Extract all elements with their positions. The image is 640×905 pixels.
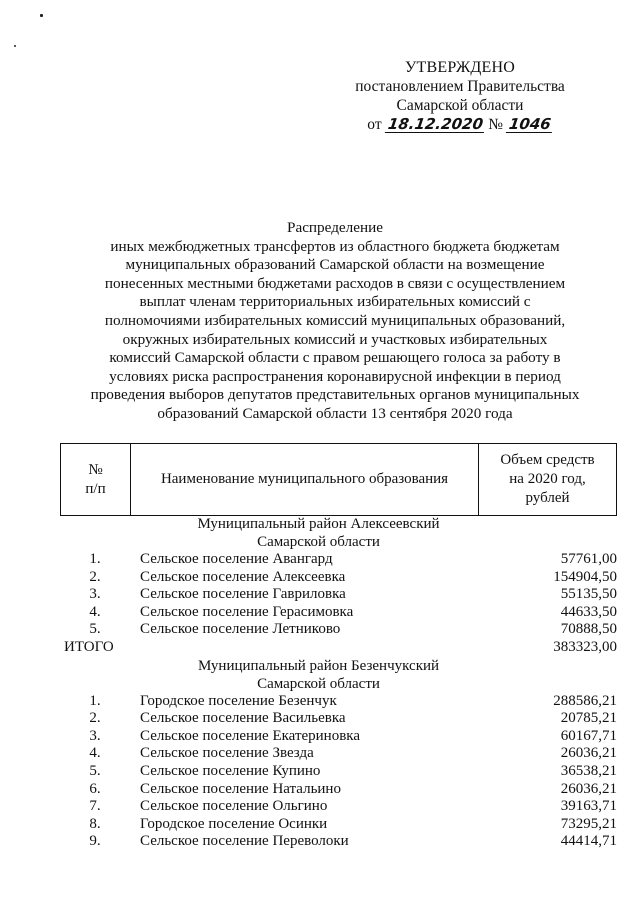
approval-block — [350, 58, 570, 134]
row-name: Городское поселение Безенчук — [140, 692, 337, 709]
table-row — [60, 621, 617, 639]
title-line: образований Самарской области 13 сентября 2020 года — [157, 404, 513, 422]
row-amount: 44633,50 — [560, 603, 617, 620]
table-row — [60, 710, 617, 728]
row-number: 5. — [89, 621, 101, 638]
row-number: 2. — [89, 568, 101, 585]
title-line: муниципальных образований Самарской области на возмещение — [125, 256, 545, 274]
total-label: ИТОГО — [64, 638, 114, 655]
document-title — [60, 219, 610, 424]
row-number: 3. — [89, 727, 101, 744]
row-number: 3. — [89, 586, 101, 603]
row-amount: 39163,71 — [560, 798, 617, 815]
approval-line-2: Самарской области — [396, 97, 524, 114]
total-row — [60, 639, 617, 657]
table-row — [60, 551, 617, 569]
total-amount: 383323,00 — [553, 638, 617, 655]
header-name: Наименование муниципального образования — [160, 471, 449, 487]
section-title-line1: Муниципальный район Безенчукский — [197, 657, 440, 674]
row-name: Сельское поселение Переволоки — [140, 833, 349, 850]
table-row — [60, 781, 617, 799]
header-amount-line1: Объем средств — [500, 452, 595, 468]
table-row — [60, 745, 617, 763]
row-name: Сельское поселение Летниково — [140, 621, 341, 638]
row-number: 5. — [89, 762, 101, 779]
handwritten-date: 18.12.2020 — [386, 115, 484, 133]
row-number: 1. — [89, 692, 101, 709]
scan-speck — [40, 14, 43, 17]
from-label: от — [367, 116, 382, 133]
header-name-cell — [131, 444, 479, 516]
title-line: понесенных местными бюджетами расходов в связи с осуществлением — [104, 274, 566, 292]
table-body — [60, 515, 617, 851]
row-name: Сельское поселение Авангард — [140, 551, 333, 567]
section-title — [60, 515, 617, 551]
scan-speck — [14, 45, 16, 47]
title-line: иных межбюджетных трансфертов из областного бюджета бюджетам — [110, 237, 560, 255]
title-line: полномочиями избирательных комиссий муниципальных образований, — [104, 311, 566, 329]
approval-date-line — [350, 115, 570, 134]
row-name: Сельское поселение Купино — [140, 762, 321, 779]
table-row — [60, 693, 617, 711]
row-number: 4. — [89, 745, 101, 762]
table-row — [60, 569, 617, 587]
number-label: № — [488, 116, 504, 133]
row-name: Сельское поселение Натальино — [140, 780, 341, 797]
header-num-cell — [61, 444, 131, 516]
row-number: 4. — [89, 603, 101, 620]
row-amount: 288586,21 — [553, 692, 617, 709]
table-row — [60, 833, 617, 851]
row-amount: 26036,21 — [560, 780, 617, 797]
row-amount: 55135,50 — [560, 586, 617, 603]
title-line: Распределение — [287, 219, 383, 236]
row-name: Сельское поселение Герасимовка — [140, 603, 354, 620]
row-amount: 60167,71 — [560, 727, 617, 744]
table-header — [60, 443, 617, 516]
row-amount: 36538,21 — [560, 762, 617, 779]
row-amount: 44414,71 — [560, 833, 617, 850]
row-name: Сельское поселение Васильевка — [140, 710, 346, 727]
header-amount-cell — [479, 444, 617, 516]
row-amount: 26036,21 — [560, 745, 617, 762]
table-row — [60, 763, 617, 781]
row-number: 7. — [89, 798, 101, 815]
row-name: Сельское поселение Звезда — [140, 745, 314, 762]
section-title-line1: Муниципальный район Алексеевский — [197, 516, 440, 532]
row-amount: 20785,21 — [560, 710, 617, 727]
title-line: проведения выборов депутатов представительных органов муниципальных — [90, 386, 580, 404]
header-amount-line2: на 2020 год, — [509, 471, 586, 487]
row-amount: 70888,50 — [560, 621, 617, 638]
section-title — [60, 657, 617, 693]
table-row — [60, 816, 617, 834]
row-name: Сельское поселение Алексеевка — [140, 568, 346, 585]
title-line: комиссий Самарской области с правом решающего голоса за работу в — [109, 349, 561, 367]
row-number: 2. — [89, 710, 101, 727]
approval-line-1: постановлением Правительства — [355, 78, 565, 95]
row-number: 9. — [89, 833, 101, 850]
row-name: Сельское поселение Гавриловка — [140, 586, 346, 603]
handwritten-number: 1046 — [507, 115, 553, 133]
row-number: 1. — [89, 551, 101, 567]
section-title-line2: Самарской области — [257, 534, 380, 550]
row-amount: 73295,21 — [560, 815, 617, 832]
section-title-line2: Самарской области — [257, 675, 380, 692]
row-number: 6. — [89, 780, 101, 797]
title-line: условиях риска распространения коронавирусной инфекции в период — [109, 367, 561, 385]
header-amount-line3: рублей — [525, 490, 570, 506]
title-line: окружных избирательных комиссий и участковых избирательных — [122, 330, 548, 348]
table-row — [60, 604, 617, 622]
header-num-line1: № — [88, 461, 103, 478]
title-line: выплат членам территориальных избирательных комиссий с — [139, 293, 531, 311]
header-num-line2: п/п — [85, 480, 106, 497]
row-name: Сельское поселение Ольгино — [140, 798, 328, 815]
table-row — [60, 586, 617, 604]
row-name: Сельское поселение Екатериновка — [140, 727, 361, 744]
row-number: 8. — [89, 815, 101, 832]
row-amount: 57761,00 — [560, 551, 617, 567]
row-amount: 154904,50 — [553, 568, 617, 585]
table-row — [60, 798, 617, 816]
row-name: Городское поселение Осинки — [140, 815, 328, 832]
approval-heading: УТВЕРЖДЕНО — [404, 59, 515, 76]
table-row — [60, 728, 617, 746]
